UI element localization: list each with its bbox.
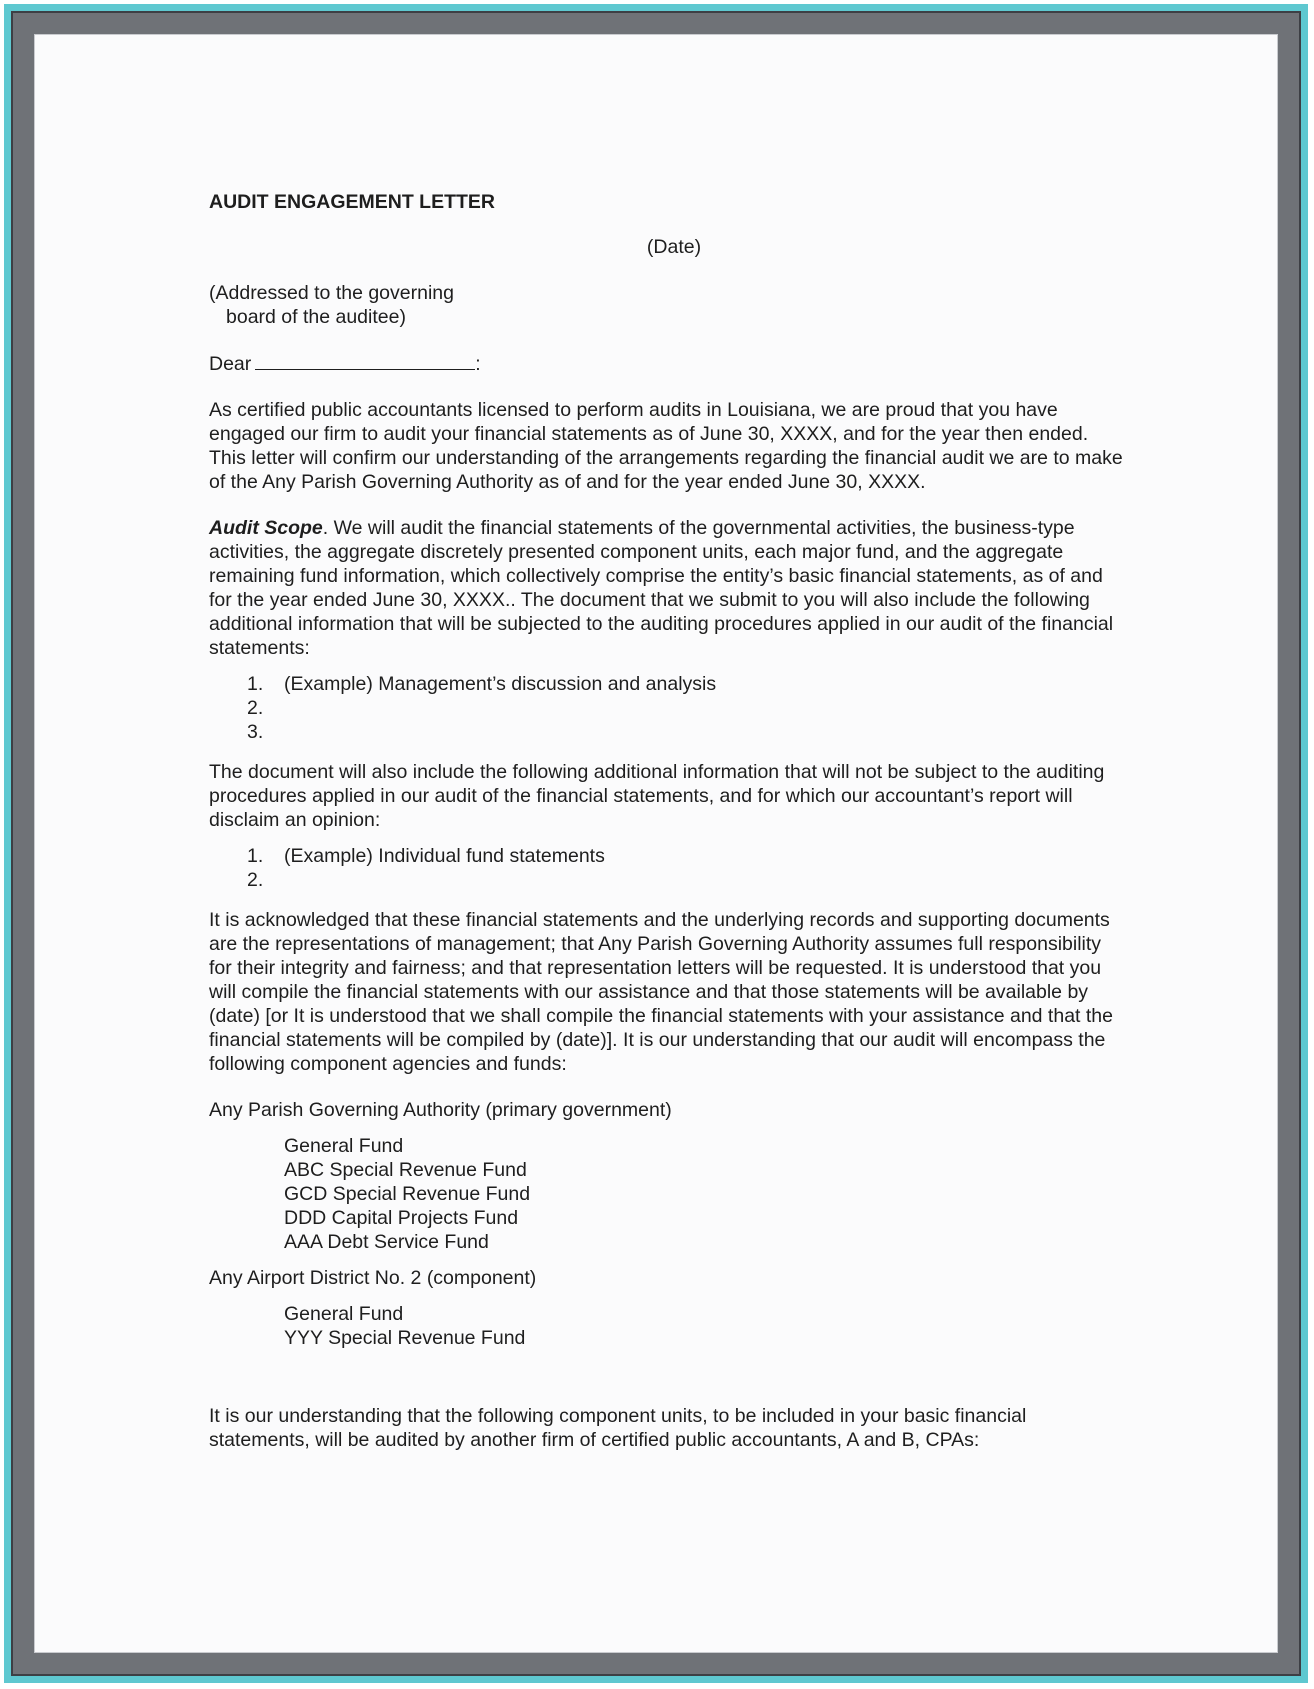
letter-date: (Date) xyxy=(646,236,702,258)
list-number: 1. xyxy=(247,845,264,867)
list-number: 3. xyxy=(247,721,264,743)
outer-frame xyxy=(4,4,1308,1683)
addressee-block xyxy=(209,281,1129,329)
letter-content xyxy=(209,190,1129,1474)
component-funds xyxy=(209,1302,1129,1350)
list-item xyxy=(209,868,1129,892)
fund-item: AAA Debt Service Fund xyxy=(284,1231,489,1253)
primary-government-entity: Any Parish Governing Authority (primary government) xyxy=(209,1099,672,1121)
page-border xyxy=(11,11,1301,1676)
list-item xyxy=(209,720,1129,744)
other-auditors-paragraph: It is our understanding that the following component units, to be included in your basic financial statements, will be audited by another firm of certified public accountants, A and B, CPAs: xyxy=(209,1405,1027,1451)
acknowledgement-paragraph: It is acknowledged that these financial statements and the underlying records and supporting documents are the representations of management; that Any Parish Governing Authority assumes full responsibility for their integrity and fairness; and that representation letters will be requested. It is understood that you will compile the financial statements with our assistance and that those statements will be available by (date) [or It is understood that we shall compile the financial statements with your assistance and that the financial statements will be compiled by (date)]. It is our understanding that our audit will encompass the following component agencies and funds: xyxy=(209,909,1113,1075)
fund-item: YYY Special Revenue Fund xyxy=(284,1327,526,1349)
salutation-colon: : xyxy=(475,353,481,375)
fund-item: General Fund xyxy=(284,1303,404,1325)
list-item xyxy=(209,696,1129,720)
fund-item: GCD Special Revenue Fund xyxy=(284,1183,531,1205)
list-number: 1. xyxy=(247,673,264,695)
salutation-text: Dear xyxy=(209,353,252,375)
primary-government-funds xyxy=(209,1134,1129,1254)
list-number: 2. xyxy=(247,697,264,719)
audit-scope-heading: Audit Scope xyxy=(209,517,323,539)
list-item xyxy=(209,844,1129,868)
intro-paragraph: As certified public accountants licensed to perform audits in Louisiana, we are proud that you have engaged our firm to audit your financial statements as of June 30, XXXX, and for the year then ended. This letter will confirm our understanding of the arrangements regarding the financial audit we are to make of the Any Parish Governing Authority as of and for the year ended June 30, XXXX. xyxy=(209,399,1123,493)
subjected-info-list xyxy=(209,672,1129,744)
fund-item: General Fund xyxy=(284,1135,404,1157)
fund-item: ABC Special Revenue Fund xyxy=(284,1159,527,1181)
unaudited-info-list xyxy=(209,844,1129,892)
address-line-1: (Addressed to the governing xyxy=(209,282,454,304)
unaudited-info-paragraph: The document will also include the following additional information that will not be subject to the auditing procedures applied in our audit of the financial statements, and for which our accountant’s report will disclaim an opinion: xyxy=(209,761,1105,831)
list-text: (Example) Management’s discussion and analysis xyxy=(284,673,717,695)
letter-title: AUDIT ENGAGEMENT LETTER xyxy=(209,191,495,213)
fund-item: DDD Capital Projects Fund xyxy=(284,1207,519,1229)
audit-scope-paragraph xyxy=(209,516,1129,660)
salutation-blank-line xyxy=(255,351,475,370)
list-number: 2. xyxy=(247,869,264,891)
document-page xyxy=(34,34,1278,1653)
address-line-2: board of the auditee) xyxy=(226,306,406,328)
salutation xyxy=(209,351,1129,376)
list-item xyxy=(209,672,1129,696)
component-entity: Any Airport District No. 2 (component) xyxy=(209,1267,537,1289)
list-text: (Example) Individual fund statements xyxy=(284,845,605,867)
audit-scope-text: . We will audit the financial statements of the governmental activities, the business-type activities, the aggregate discretely presented component units, each major fund, and the aggregate remaining fund information, which collectively comprise the entity’s basic financial statements, as of and for the year ended June 30, XXXX.. The document that we submit to you will also include the following additional information that will be subjected to the auditing procedures applied in our audit of the financial statements: xyxy=(209,517,1114,659)
spacer xyxy=(209,1362,1129,1404)
